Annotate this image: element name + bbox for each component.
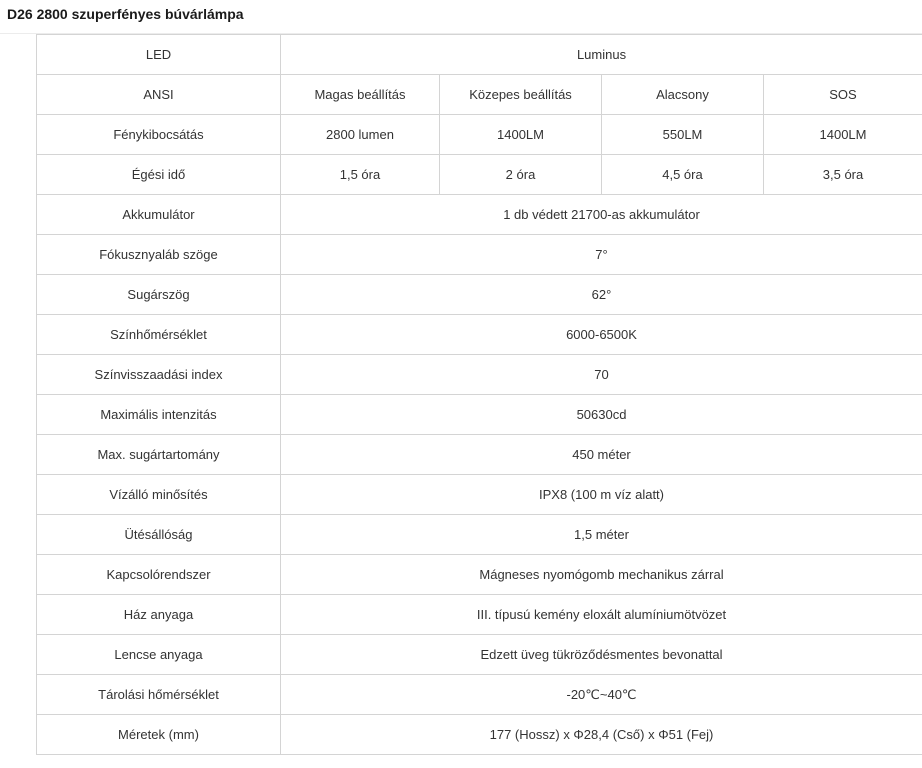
row-label: Lencse anyaga: [37, 635, 281, 675]
table-row: [37, 315, 922, 355]
page-title: D26 2800 szuperfényes búvárlámpa: [7, 6, 244, 22]
row-value: Edzett üveg tükröződésmentes bevonattal: [281, 635, 922, 675]
row-label: Színvisszaadási index: [37, 355, 281, 395]
cell-value: 4,5 óra: [602, 155, 764, 195]
cell-value: 2 óra: [440, 155, 602, 195]
row-value: 70: [281, 355, 922, 395]
row-label: Vízálló minősítés: [37, 475, 281, 515]
cell-value: 550LM: [602, 115, 764, 155]
table-row-runtime: [37, 155, 922, 195]
row-value: -20℃~40℃: [281, 675, 922, 715]
mode-header-medium: Közepes beállítás: [440, 75, 602, 115]
table-row: [37, 635, 922, 675]
table-row: [37, 595, 922, 635]
row-label: LED: [37, 35, 281, 75]
row-value: 177 (Hossz) x Φ28,4 (Cső) x Φ51 (Fej): [281, 715, 922, 755]
row-value: 6000-6500K: [281, 315, 922, 355]
cell-value: 1400LM: [440, 115, 602, 155]
table-row: [37, 235, 922, 275]
row-label: Akkumulátor: [37, 195, 281, 235]
mode-header-sos: SOS: [764, 75, 922, 115]
row-label: Méretek (mm): [37, 715, 281, 755]
mode-header-high: Magas beállítás: [281, 75, 440, 115]
row-value: IPX8 (100 m víz alatt): [281, 475, 922, 515]
row-label: Sugárszög: [37, 275, 281, 315]
table-row: [37, 475, 922, 515]
spec-table-body: [37, 35, 922, 755]
row-label: Ház anyaga: [37, 595, 281, 635]
mode-header-low: Alacsony: [602, 75, 764, 115]
row-value: 1,5 méter: [281, 515, 922, 555]
table-row: [37, 515, 922, 555]
row-label: Tárolási hőmérséklet: [37, 675, 281, 715]
row-value: 50630cd: [281, 395, 922, 435]
table-row-output: [37, 115, 922, 155]
table-row: [37, 195, 922, 235]
table-row: [37, 675, 922, 715]
cell-value: 1,5 óra: [281, 155, 440, 195]
row-label: Maximális intenzitás: [37, 395, 281, 435]
row-label: Ütésállóság: [37, 515, 281, 555]
table-row-ansi: [37, 75, 922, 115]
table-row: [37, 275, 922, 315]
row-value: 1 db védett 21700-as akkumulátor: [281, 195, 922, 235]
table-row-led: [37, 35, 922, 75]
row-label: Kapcsolórendszer: [37, 555, 281, 595]
spec-table: [36, 34, 922, 755]
row-value: 7°: [281, 235, 922, 275]
row-label: Égési idő: [37, 155, 281, 195]
row-label: Fókusznyaláb szöge: [37, 235, 281, 275]
row-label: Max. sugártartomány: [37, 435, 281, 475]
table-row: [37, 395, 922, 435]
row-value: Luminus: [281, 35, 922, 75]
table-row: [37, 715, 922, 755]
row-value: Mágneses nyomógomb mechanikus zárral: [281, 555, 922, 595]
row-label: Fénykibocsátás: [37, 115, 281, 155]
table-row: [37, 555, 922, 595]
cell-value: 1400LM: [764, 115, 922, 155]
row-value: 450 méter: [281, 435, 922, 475]
row-value: 62°: [281, 275, 922, 315]
cell-value: 2800 lumen: [281, 115, 440, 155]
cell-value: 3,5 óra: [764, 155, 922, 195]
table-row: [37, 435, 922, 475]
table-row: [37, 355, 922, 395]
row-value: III. típusú kemény eloxált alumíniumötvözet: [281, 595, 922, 635]
row-label: ANSI: [37, 75, 281, 115]
row-label: Színhőmérséklet: [37, 315, 281, 355]
